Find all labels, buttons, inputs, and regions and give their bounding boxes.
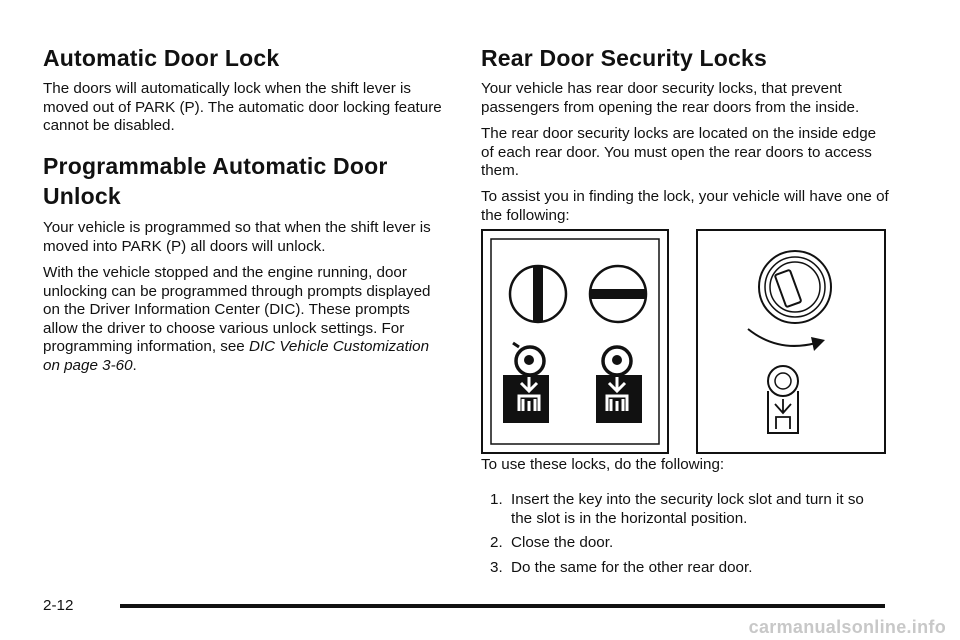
paragraph-programming-info bbox=[43, 264, 443, 376]
page-number: 2-12 bbox=[43, 597, 74, 614]
horizontal-slot-icon bbox=[590, 266, 646, 322]
lock-diagram-option-a bbox=[481, 229, 669, 454]
paragraph-end-period: . bbox=[132, 356, 137, 374]
step-3-number: 3. bbox=[490, 558, 503, 576]
instruction-steps bbox=[490, 491, 910, 583]
child-safety-icon bbox=[768, 366, 798, 433]
paragraph-rear-locks-location: The rear door security locks are located on the inside edge of each rear door. You must open the rear doors to access them. bbox=[481, 125, 877, 180]
step-3 bbox=[490, 559, 910, 578]
lock-diagram-a-svg bbox=[483, 231, 667, 452]
paragraph-programming-text: With the vehicle stopped and the engine running, door unlocking can be programmed through prompts displayed on the Driver Information Center (DIC). These prompts allow the driver to choose various unlock settings. For programming information, see bbox=[43, 264, 431, 356]
lock-diagram-b-svg bbox=[698, 231, 884, 452]
heading-programmable-unlock-line2: Unlock bbox=[43, 183, 121, 209]
step-2-number: 2. bbox=[490, 534, 503, 552]
child-lock-on-icon bbox=[596, 347, 642, 423]
paragraph-automatic-door-lock: The doors will automatically lock when the shift lever is moved out of PARK (P). The automatic door locking feature cannot be disabled. bbox=[43, 80, 442, 135]
heading-automatic-door-lock: Automatic Door Lock bbox=[43, 45, 280, 71]
lock-diagram-option-b bbox=[696, 229, 886, 454]
turn-arrow-icon bbox=[748, 329, 825, 351]
step-3-text: Do the same for the other rear door. bbox=[511, 558, 753, 576]
step-1-text: Insert the key into the security lock slot and turn it so the slot is in the horizontal position. bbox=[511, 491, 864, 527]
step-1 bbox=[490, 491, 910, 528]
rotary-lock-icon bbox=[759, 251, 831, 323]
paragraph-use-locks: To use these locks, do the following: bbox=[481, 456, 725, 473]
step-1-number: 1. bbox=[490, 491, 503, 508]
vertical-slot-icon bbox=[510, 266, 566, 322]
heading-programmable-unlock-line1: Programmable Automatic Door bbox=[43, 153, 388, 179]
paragraph-finding-lock: To assist you in finding the lock, your vehicle will have one of the following: bbox=[481, 188, 889, 224]
child-lock-off-icon bbox=[503, 343, 549, 423]
step-2-text: Close the door. bbox=[511, 534, 614, 552]
watermark: carmanualsonline.info bbox=[748, 617, 946, 637]
paragraph-rear-locks-intro: Your vehicle has rear door security locks, that prevent passengers from opening the rear doors from the inside. bbox=[481, 80, 860, 116]
dic-customization-link[interactable]: DIC Vehicle Customization on page 3-60 bbox=[43, 338, 430, 374]
step-2 bbox=[490, 534, 910, 553]
paragraph-programmed-unlock: Your vehicle is programmed so that when the shift lever is moved into PARK (P) all doors will unlock. bbox=[43, 219, 431, 255]
heading-rear-door-security-locks: Rear Door Security Locks bbox=[481, 45, 768, 71]
footer-rule bbox=[120, 604, 885, 608]
